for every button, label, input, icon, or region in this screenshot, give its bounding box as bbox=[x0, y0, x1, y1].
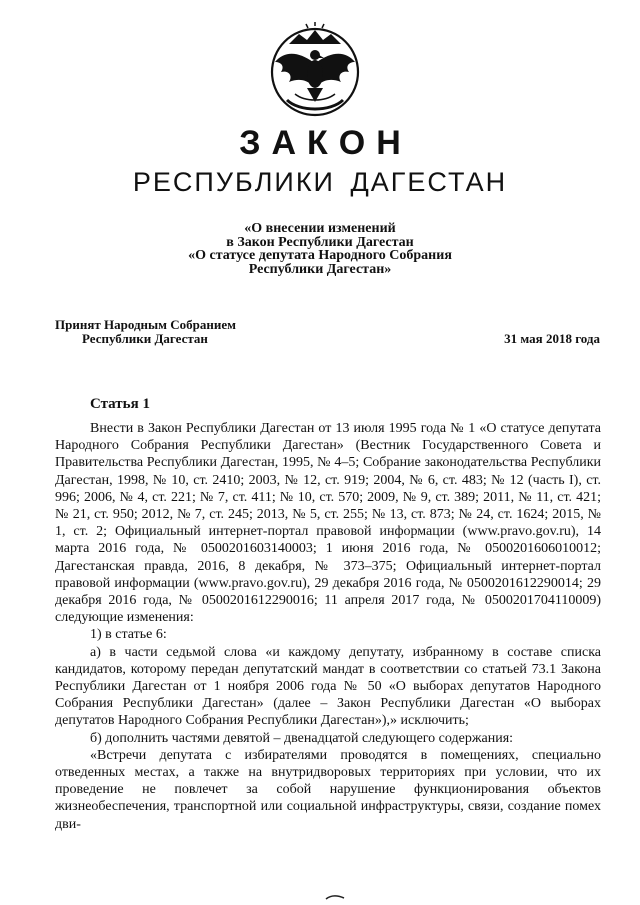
law-title bbox=[0, 222, 640, 276]
republic-heading: РЕСПУБЛИКИ ДАГЕСТАН bbox=[132, 167, 508, 197]
article-body bbox=[55, 420, 601, 833]
article-quote: «Встречи депутата с избирателями проводятся в помещениях, специально отведенных местах, а также на внутридворовых территориях при условии, что их проведение не повлечет за собой нарушение функционирования объектов жизнеобеспечения, транспортной или социальной инфраструктуры, связи, создание помех дви- bbox=[55, 747, 601, 832]
eagle-emblem-icon bbox=[259, 22, 371, 118]
law-title-line: «О внесении изменений bbox=[244, 221, 396, 236]
law-title-line: Республики Дагестан» bbox=[248, 261, 392, 277]
law-title-line: в Закон Республики Дагестан bbox=[226, 234, 414, 250]
article-item: а) в части седьмой слова «и каждому депутату, избранному в составе списка кандидатов, которому передан депутатский мандат в соответствии со статьей 73.1 Закона Республики Дагестан от 1 ноября 2006 года № 50 «О выборах депутатов Народного Собрания Республики Дагестан» (далее – Закон Республики Дагестан «О выборах депутатов Народного Собрания Республики Дагестан»),» исключить; bbox=[55, 644, 601, 729]
adoption-line: Принят Народным Собранием bbox=[55, 317, 237, 332]
adoption-line: Республики Дагестан bbox=[82, 331, 208, 346]
law-heading: ЗАКОН bbox=[239, 124, 412, 162]
article-item: б) дополнить частями девятой – двенадцатой следующего содержания: bbox=[90, 730, 514, 746]
adoption-note bbox=[55, 318, 236, 346]
article-item: 1) в статье 6: bbox=[90, 627, 167, 643]
law-title-line: «О статусе депутата Народного Собрания bbox=[188, 248, 452, 263]
article-paragraph: Внести в Закон Республики Дагестан от 13 июля 1995 года № 1 «О статусе депутата Народного Собрания Республики Дагестан» (Вестник Государственного Совета и Правительства Республики Дагестан, 1995, № 4–5; Собрание законодательства Республики Дагестан, 1998, № 10, ст. 2410; 2003, № 12, ст. 919; 2004, № 6, ст. 483; № 12 (часть I), ст. 996; 2006, № 4, ст. 221; № 7, ст. 411; № 10, ст. 570; 2009, № 9, ст. 389; 2011, № 11, ст. 421; № 21, ст. 950; 2012, № 7, ст. 245; 2013, № 5, ст. 255; № 13, ст. 873; № 24, ст. 1624; 2015, № 1, ст. 2; Официальный интернет-портал правовой информации (www.pravo.gov.ru), 14 марта 2016 года, № 0500201603140003; 1 июня 2016 года, № 0500201606010012; Дагестанская правда, 2016, 8 декабря, № 373–375; Официальный интернет-портал правовой информации (www.pravo.gov.ru), 29 декабря 2016 года, № 0500201612290014; 29 декабря 2016 года, № 0500201612290016; 11 апреля 2017 года, № 0500201704110009) следующие изменения: bbox=[55, 421, 601, 626]
ink-mark bbox=[325, 893, 345, 901]
adoption-date: 31 мая 2018 года bbox=[504, 331, 600, 346]
article-heading: Статья 1 bbox=[90, 396, 150, 412]
coat-of-arms-emblem bbox=[259, 22, 371, 118]
